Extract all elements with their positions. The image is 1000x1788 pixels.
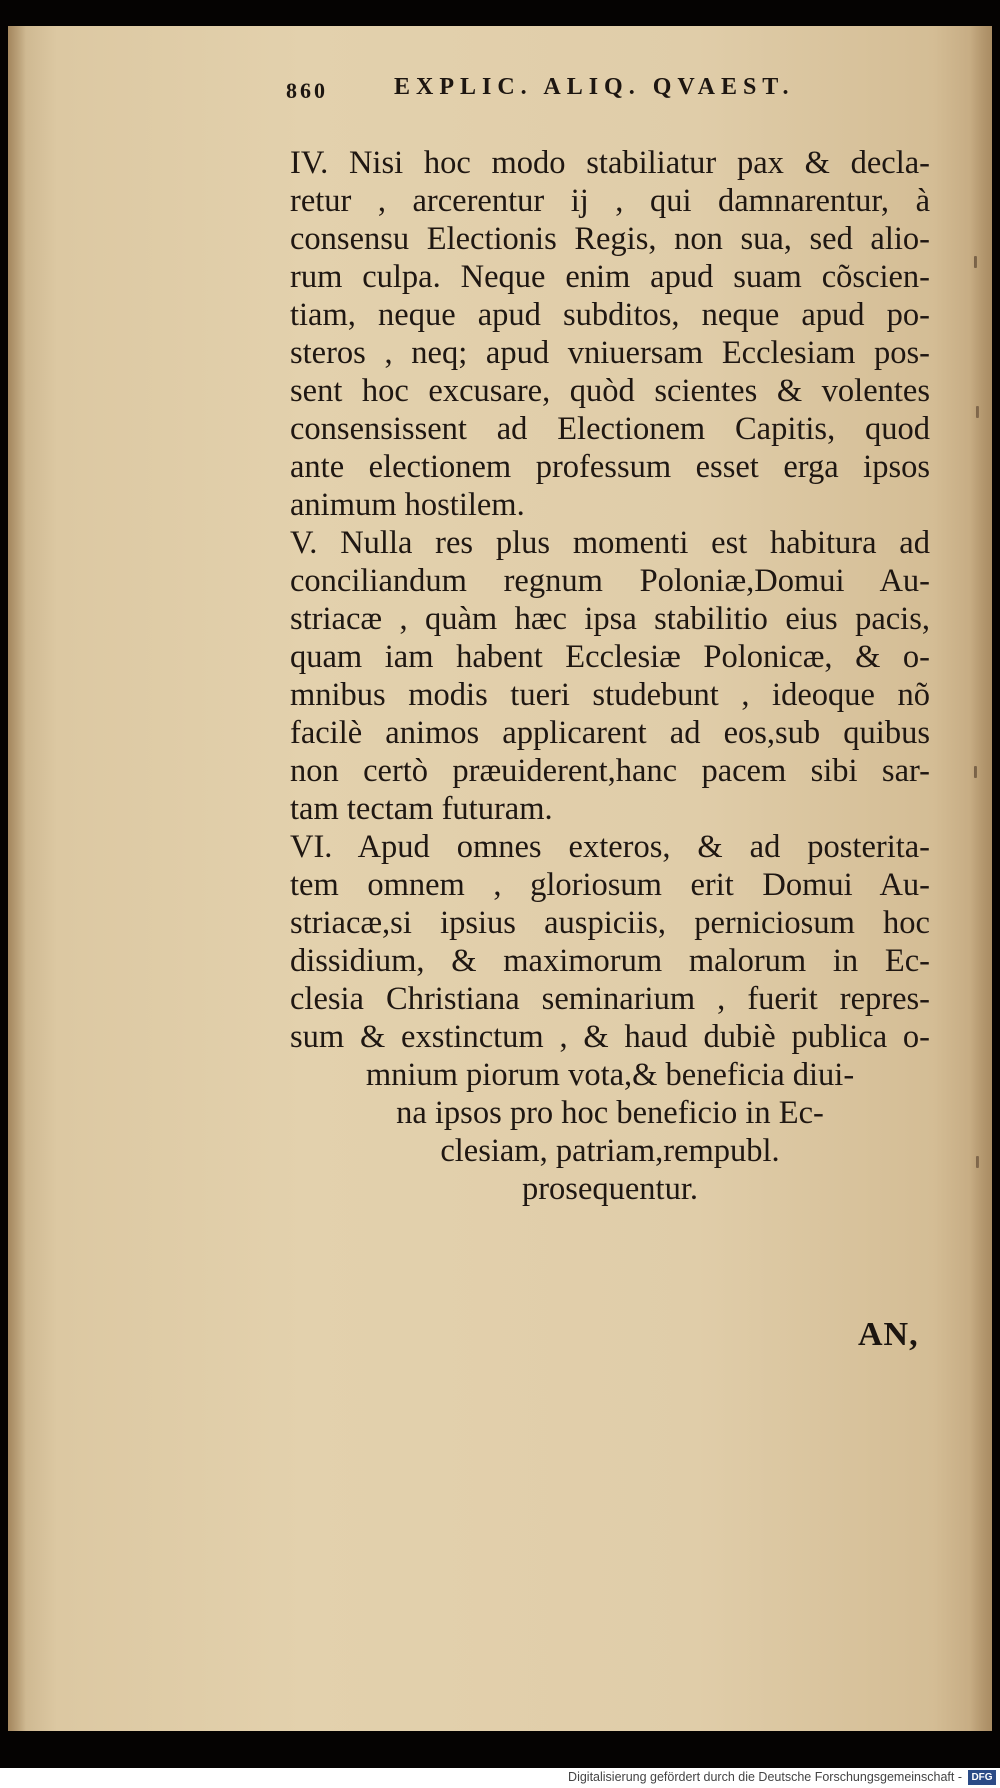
digitization-footer [0, 1768, 1000, 1788]
text-line: clesiam, patriam,rempubl. [440, 1133, 780, 1169]
text-line: na ipsos pro hoc beneficio in Ec- [396, 1095, 824, 1131]
text-line: quam iam habent Ecclesiæ Polonicæ, & o- [290, 639, 930, 675]
text-line: tam tectam futuram. [290, 791, 553, 827]
text-line: dissidium, & maximorum malorum in Ec- [290, 943, 930, 979]
text-line: mnibus modis tueri studebunt , ideoque nõ [290, 677, 930, 713]
catchword: AN, [858, 1316, 919, 1353]
text-line: striacæ,si ipsius auspiciis, perniciosum hoc [290, 905, 930, 941]
text-line: mnium piorum vota,& beneficia diui- [365, 1057, 855, 1093]
text-line: retur , arcerentur ij , qui damnarentur, à [290, 183, 930, 219]
text-line: clesia Christiana seminarium , fuerit repres- [290, 981, 930, 1017]
running-title: EXPLIC. ALIQ. QVAEST. [394, 74, 795, 100]
page-number: 860 [286, 78, 328, 103]
text-line: ante electionem professum esset erga ipsos [290, 449, 930, 485]
text-line: tem omnem , gloriosum erit Domui Au- [290, 867, 930, 903]
text-line: consensissent ad Electionem Capitis, quod [290, 411, 930, 447]
text-line: animum hostilem. [290, 487, 525, 523]
running-head [286, 66, 846, 106]
text-line: tiam, neque apud subditos, neque apud po- [290, 297, 930, 333]
text-line: IV. Nisi hoc modo stabiliatur pax & decla- [290, 145, 930, 181]
text-line: V. Nulla res plus momenti est habitura ad [290, 525, 930, 561]
page-edge-mark [976, 406, 979, 418]
text-line: consensu Electionis Regis, non sua, sed alio- [290, 221, 930, 257]
text-line: sent hoc excusare, quòd scientes & volentes [290, 373, 930, 409]
text-line: conciliandum regnum Poloniæ,Domui Au- [290, 563, 930, 599]
book-page [8, 26, 992, 1731]
text-line: striacæ , quàm hæc ipsa stabilitio eius pacis, [290, 601, 930, 637]
dfg-logo: DFG [968, 1770, 996, 1785]
page-edge-mark [976, 1156, 979, 1168]
body-text [290, 144, 930, 1208]
text-line: steros , neq; apud vniuersam Ecclesiam pos- [290, 335, 930, 371]
text-line: sum & exstinctum , & haud dubiè publica o- [290, 1019, 930, 1055]
text-line: facilè animos applicarent ad eos,sub quibus [290, 715, 930, 751]
page-edge-mark [974, 766, 977, 778]
page-edge-mark [974, 256, 977, 268]
text-line: prosequentur. [521, 1171, 698, 1207]
footer-credit: Digitalisierung gefördert durch die Deutsche Forschungsgemeinschaft - [568, 1770, 962, 1784]
text-line: VI. Apud omnes exteros, & ad posterita- [290, 829, 930, 865]
text-line: rum culpa. Neque enim apud suam cõscien- [290, 259, 930, 295]
text-line: non certò præuiderent,hanc pacem sibi sar- [290, 753, 930, 789]
